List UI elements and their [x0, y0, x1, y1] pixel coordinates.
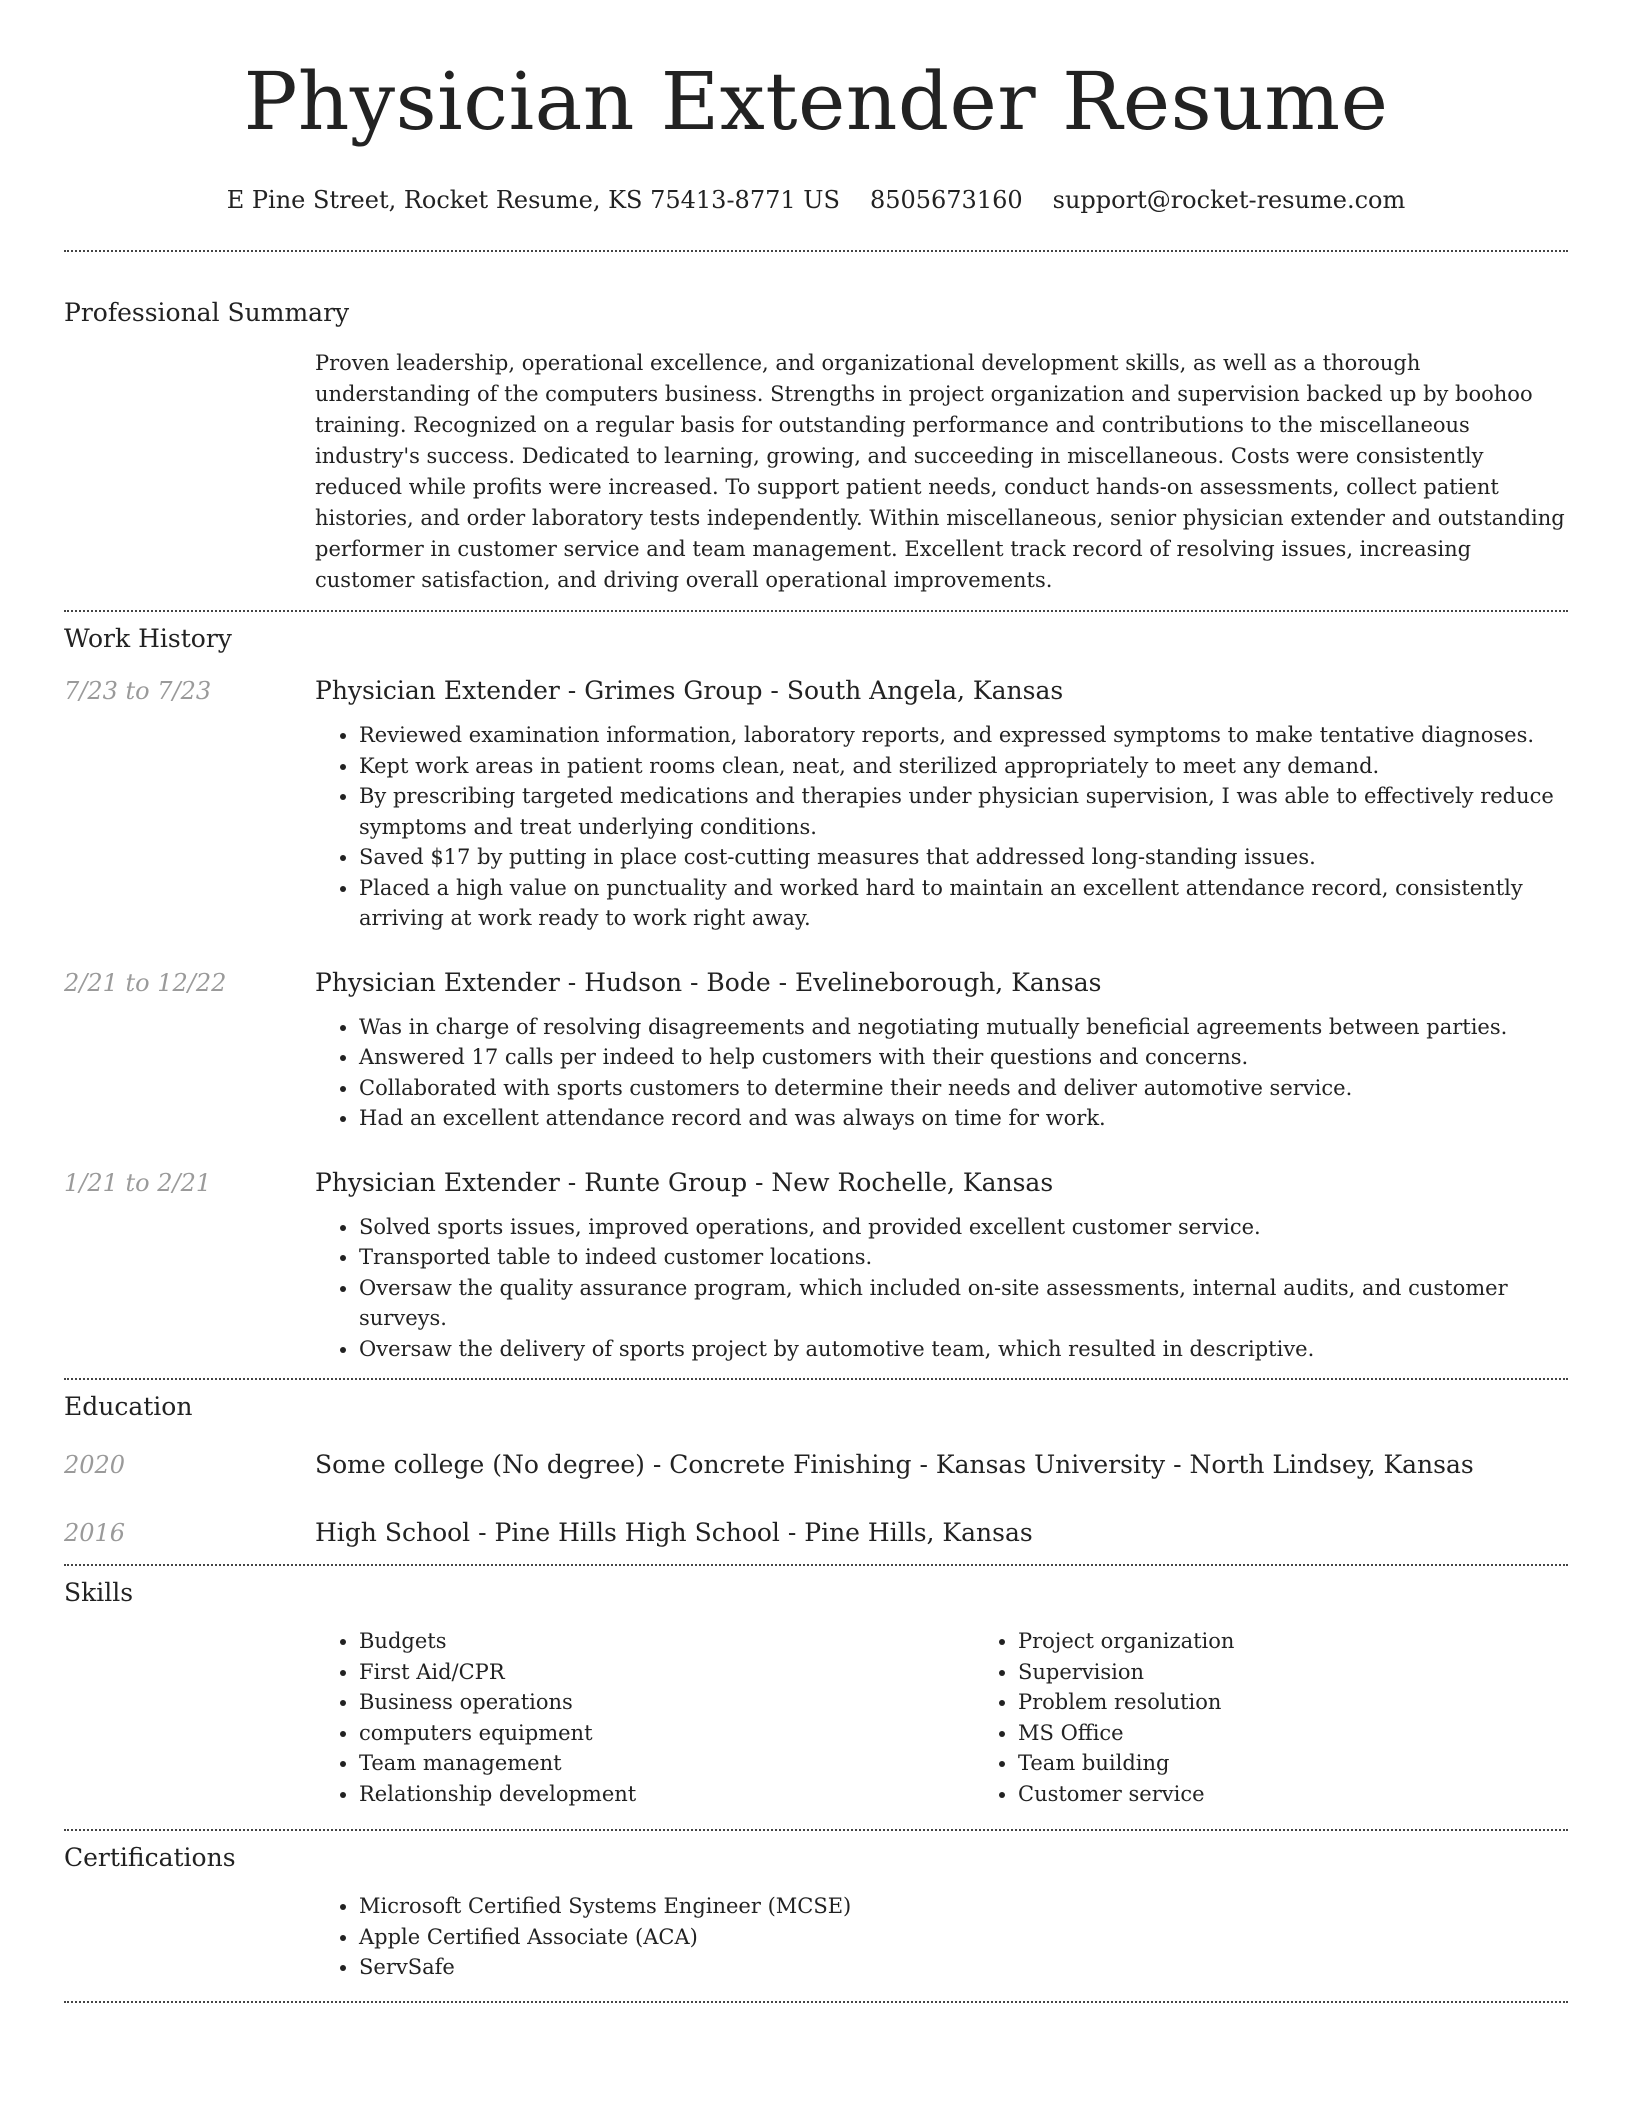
certifications-list — [315, 1891, 1568, 1983]
resume-title: Physician Extender Resume — [243, 55, 1389, 148]
contact-line — [64, 184, 1568, 216]
job-title: Physician Extender - Runte Group - New Rochelle, Kansas — [315, 1167, 1054, 1197]
list-item: • computers equipment — [359, 1718, 974, 1749]
job-bullets — [315, 1212, 1568, 1365]
list-item: • Collaborated with sports customers to determine their needs and deliver automotive service. — [359, 1073, 1568, 1104]
list-item: • Placed a high value on punctuality and worked hard to maintain an excellent attendance record, consistently arriving at work ready to work right away. — [359, 873, 1568, 934]
job-bullets — [315, 720, 1568, 934]
summary-section — [64, 296, 1568, 596]
certifications-heading: Certifications — [64, 1843, 236, 1872]
list-item: • Relationship development — [359, 1779, 974, 1810]
job-dates: 7/23 to 7/23 — [64, 677, 212, 705]
education-entry — [64, 1516, 1568, 1550]
divider — [64, 1829, 1568, 1831]
skills-list-left — [315, 1626, 974, 1809]
work-history-section — [64, 622, 1568, 1364]
list-item: • ServSafe — [359, 1952, 1568, 1983]
divider — [64, 1564, 1568, 1566]
job-bullets — [315, 1012, 1568, 1134]
list-item: • Oversaw the delivery of sports project by automotive team, which resulted in descriptive. — [359, 1334, 1568, 1365]
list-item: • Team management — [359, 1748, 974, 1779]
list-item: • Saved $17 by putting in place cost-cutting measures that addressed long-standing issues. — [359, 842, 1568, 873]
list-item: • Supervision — [1018, 1657, 1632, 1688]
job-entry — [64, 966, 1568, 1134]
list-item: • Solved sports issues, improved operations, and provided excellent customer service. — [359, 1212, 1568, 1243]
job-title: Physician Extender - Grimes Group - South Angela, Kansas — [315, 676, 1064, 705]
contact-email: support@rocket-resume.com — [1052, 186, 1406, 214]
skills-section — [64, 1576, 1568, 1809]
skills-heading: Skills — [64, 1578, 134, 1607]
contact-phone: 8505673160 — [869, 186, 1023, 214]
list-item: • Project organization — [1018, 1626, 1632, 1657]
contact-address: E Pine Street, Rocket Resume, KS 75413-8771 US — [226, 186, 840, 214]
divider — [64, 1378, 1568, 1380]
list-item: • Transported table to indeed customer locations. — [359, 1242, 1568, 1273]
list-item: • Business operations — [359, 1687, 974, 1718]
education-year: 2020 — [64, 1451, 126, 1479]
list-item: • Microsoft Certified Systems Engineer (MCSE) — [359, 1891, 1568, 1922]
education-year: 2016 — [64, 1519, 126, 1547]
list-item: • Kept work areas in patient rooms clean, neat, and sterilized appropriately to meet any demand. — [359, 751, 1568, 782]
job-dates: 1/21 to 2/21 — [64, 1168, 212, 1197]
list-item: • Oversaw the quality assurance program, which included on-site assessments, internal audits, and customer surveys. — [359, 1273, 1568, 1334]
work-history-heading: Work History — [64, 624, 232, 653]
list-item: • Was in charge of resolving disagreements and negotiating mutually beneficial agreements between parties. — [359, 1012, 1568, 1043]
education-text: Some college (No degree) - Concrete Finishing - Kansas University - North Lindsey, Kansas — [315, 1450, 1474, 1479]
list-item: • Team building — [1018, 1748, 1632, 1779]
job-entry — [64, 1166, 1568, 1365]
summary-text: Proven leadership, operational excellence, and organizational development skills, as well as a thorough understanding of the computers business. Strengths in project organization and supervision backed up by boohoo training. Recognized on a regular basis for outstanding performance and contributions to the miscellaneous industry's success. Dedicated to learning, growing, and succeeding in miscellaneous. Costs were consistently reduced while profits were increased. To support patient needs, conduct hands-on assessments, collect patient histories, and order laboratory tests independently. Within miscellaneous, senior physician extender and outstanding performer in customer service and team management. Excellent track record of resolving issues, increasing customer satisfaction, and driving overall operational improvements. — [315, 351, 1565, 592]
list-item: • MS Office — [1018, 1718, 1632, 1749]
certifications-section — [64, 1841, 1568, 1983]
education-section — [64, 1390, 1568, 1550]
education-heading: Education — [64, 1392, 193, 1421]
list-item: • Had an excellent attendance record and was always on time for work. — [359, 1103, 1568, 1134]
list-item: • Reviewed examination information, laboratory reports, and expressed symptoms to make tentative diagnoses. — [359, 720, 1568, 751]
divider — [64, 2001, 1568, 2003]
education-text: High School - Pine Hills High School - Pine Hills, Kansas — [315, 1518, 1033, 1547]
job-dates: 2/21 to 12/22 — [64, 968, 227, 997]
summary-heading: Professional Summary — [64, 298, 350, 327]
list-item: • Customer service — [1018, 1779, 1632, 1810]
education-entry — [64, 1448, 1568, 1482]
job-title: Physician Extender - Hudson - Bode - Evelineborough, Kansas — [315, 967, 1102, 997]
skills-list-right — [974, 1626, 1632, 1809]
list-item: • Budgets — [359, 1626, 974, 1657]
divider — [64, 610, 1568, 612]
list-item: • First Aid/CPR — [359, 1657, 974, 1688]
list-item: • Apple Certified Associate (ACA) — [359, 1922, 1568, 1953]
job-entry — [64, 674, 1568, 934]
list-item: • Problem resolution — [1018, 1687, 1632, 1718]
list-item: • Answered 17 calls per indeed to help customers with their questions and concerns. — [359, 1042, 1568, 1073]
divider — [64, 250, 1568, 252]
list-item: • By prescribing targeted medications and therapies under physician supervision, I was able to effectively reduce symptoms and treat underlying conditions. — [359, 781, 1568, 842]
